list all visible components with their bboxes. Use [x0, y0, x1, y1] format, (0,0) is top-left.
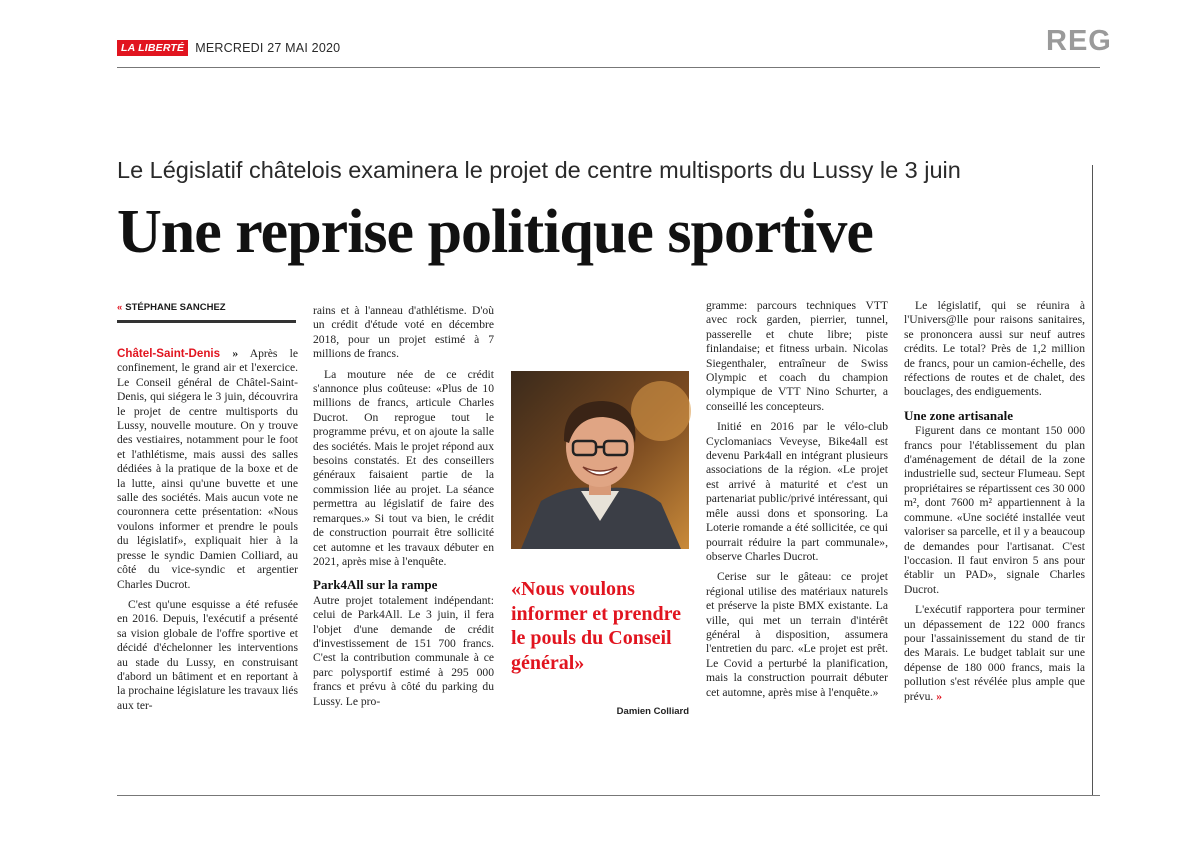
paragraph: La mouture née de ce crédit s'annonce plus coûteuse: «Plus de 10 millions de francs, articule Charles Ducrot. On reprogue tout le programme prévu, et on ajoute la salle des sociétés. Mais le projet répond aux besoins constatés. Et des conseillers généraux faisaient partie de la commission liée au projet. La séance permettra au législatif de faire des remarques.» Si tout va bien, le crédit de construction pourrait être sollicité cet automne et les travaux débuter en 2021, après mise à l'enquête.	[313, 367, 494, 568]
byline	[117, 302, 226, 313]
newspaper-logo: LA LIBERTÉ	[117, 40, 188, 56]
article-headline: Une reprise politique sportive	[117, 198, 873, 266]
article-kicker: Le Législatif châtelois examinera le projet de centre multisports du Lussy le 3 juin	[117, 157, 961, 183]
pull-quote: «Nous voulons informer et prendre le pouls du Conseil général»	[511, 578, 681, 674]
subheading: Une zone artisanale	[904, 407, 1014, 423]
lead-paragraph	[117, 347, 298, 592]
paragraph: Figurent dans ce montant 150 000 francs pour l'établissement du plan d'aménagement de détail de la zone industrielle sud, secteur Flumeau. Sept propriétaires se répartissent ces 30 000 m², dont 7600 m² appartiennent à la commune. «Une société installée veut valoriser sa parcelle, et il y a beaucoup de demandes pour l'artisanat. C'est l'occasion. Il faut environ 5 ans pour établir un PAD», signale Charles Ducrot.	[904, 424, 1085, 596]
subheading: Park4All sur la rampe	[313, 577, 438, 593]
paragraph: Autre projet totalement indépendant: celui de Park4All. Le 3 juin, il fera l'objet d'une demande de crédit d'investissement de 151 700 francs. C'est la contribution communale à ce parc polysportif estimé à 295 000 francs et prévu à côté du parking du Lussy. Le pro-	[313, 593, 494, 708]
text-column-1	[117, 347, 298, 713]
paragraph: Cerise sur le gâteau: ce projet régional utilise des matériaux naturels et préserve la piste BMX existante. La ville, qui met un terrain d'intérêt général à disposition, assumera l'entretien du parc. «Le projet est prêt. Le Covid a perturbé la planification, mais la construction pourrait débuter cet automne, après mise à l'enquête.»	[706, 570, 888, 699]
byline-divider	[117, 320, 296, 323]
section-label: REG	[1046, 25, 1112, 57]
pull-quote-author: Damien Colliard	[616, 706, 689, 717]
portrait-photo	[511, 371, 689, 549]
masthead	[117, 37, 340, 59]
byline-chevron-icon: «	[117, 302, 123, 313]
text-column-3	[706, 299, 888, 700]
end-marker-icon: »	[936, 689, 942, 703]
text-column-4	[904, 299, 1085, 704]
paragraph: Initié en 2016 par le vélo-club Cyclomaniacs Veveyse, Bike4all est devenu Park4all en intégrant plusieurs associations de la région. «Le projet est arrivé à maturité et c'est un partenariat public/privé intéressant, qui mêle aussi dons et sponsoring. La Loterie romande a été sollicitée, ce qui pourrait réduire la part communale», observe Charles Ducrot.	[706, 420, 888, 563]
issue-date: MERCREDI 27 MAI 2020	[195, 41, 341, 55]
text-column-2	[313, 304, 494, 709]
paragraph: rains et à l'anneau d'athlétisme. D'où un crédit d'étude voté en décembre 2018, pour un projet estimé à 7 millions de francs.	[313, 304, 494, 361]
right-divider	[1092, 165, 1093, 795]
dateline-place: Châtel-Saint-Denis	[117, 347, 221, 360]
top-divider	[117, 67, 1100, 68]
paragraph: C'est qu'une esquisse a été refusée en 2016. Depuis, l'exécutif a présenté sa vision globale de l'offre sportive et décidé d'échelonner les interventions au stade du Lussy, en construisant d'abord un bâtiment et en reportant à la prochaine législature les travaux liés aux ter-	[117, 597, 298, 712]
author-name: STÉPHANE SANCHEZ	[125, 302, 226, 313]
bottom-divider	[117, 795, 1100, 796]
closing-paragraph	[904, 603, 1085, 704]
paragraph: gramme: parcours techniques VTT avec rock garden, pierrier, tunnel, passerelle et chute libre; piste finlandaise; et fitness urbain. Nicolas Siegenthaler, entraîneur de Swiss Olympic et coach du champion olympique de VTT Nino Schurter, a conseillé les concepteurs.	[706, 299, 888, 413]
paragraph: Le législatif, qui se réunira à l'Univers@lle pour raisons sanitaires, se prononcera aussi sur neuf autres crédits. Le total? Près de 1,2 million de francs, pour un camion-échelle, des réfections de routes et de chalet, des bouclages, des endiguements.	[904, 299, 1085, 399]
dateline-arrow-icon: »	[232, 347, 239, 360]
paragraph: Après le confinement, le grand air et l'exercice. Le Conseil général de Châtel-Saint-Denis, qui siégera le 3 juin, découvrira le projet de centre multisports du Lussy, nouvelle mouture. On y trouve des vestiaires, notamment pour le foot et l'athlétisme, mais aussi des salles dédiées à la pratique de la boxe et de la lutte, ainsi qu'une buvette et une salle des sociétés. Mais aucun vote ne couronnera cette présentation: «Nous voulons informer et prendre le pouls du législatif», expliquait hier à la presse le syndic Damien Colliard, au côté du vice-syndic et argentier Charles Ducrot.	[117, 347, 298, 591]
paragraph-text: L'exécutif rapportera pour terminer un dépassement de 122 000 francs pour l'assainissement du stand de tir des Marais. Le budget tablait sur une dépense de 180 000 francs, mais la pollution s'est révélée plus ample que prévu.	[904, 603, 1085, 703]
